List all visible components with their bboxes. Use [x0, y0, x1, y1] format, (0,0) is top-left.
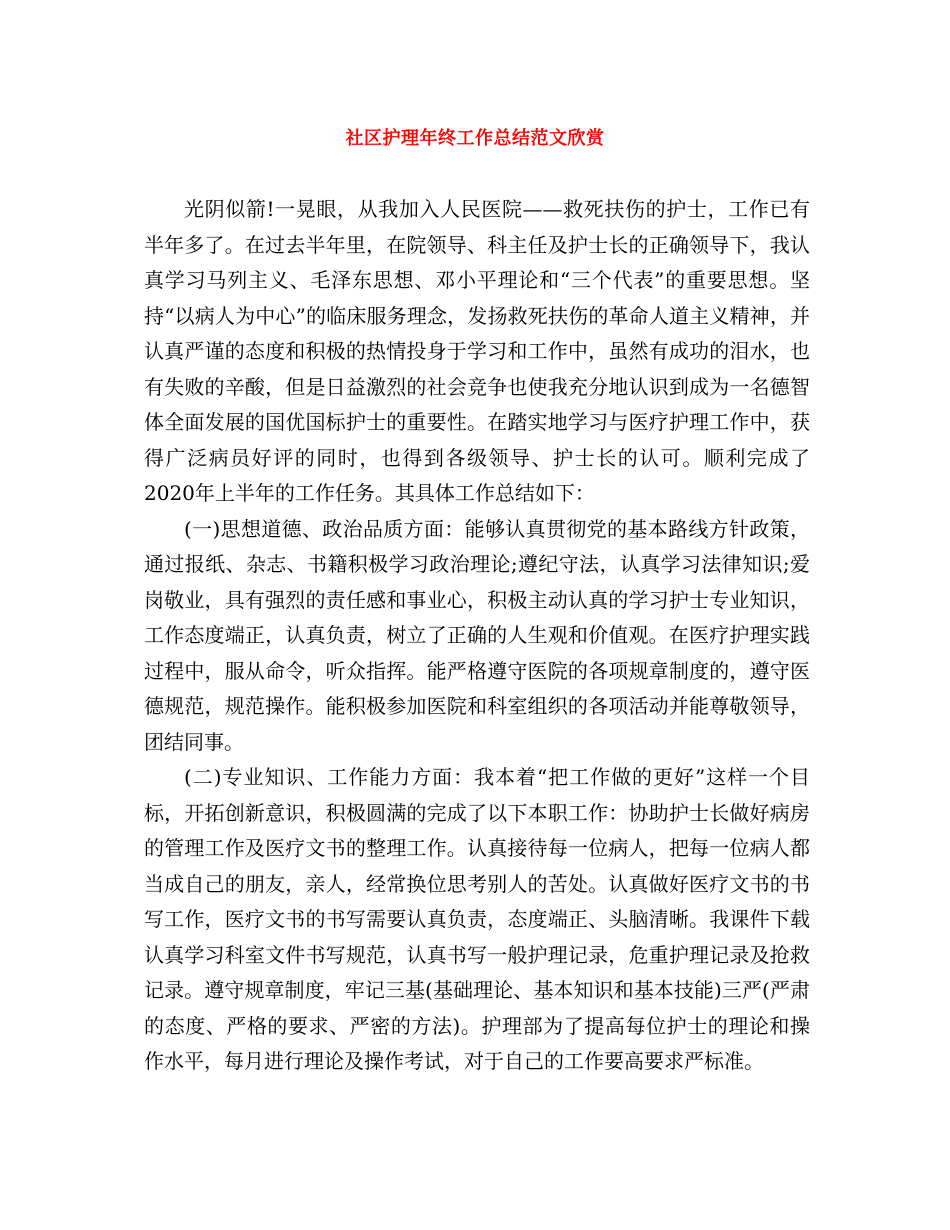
paragraph-professional: (二)专业知识、工作能力方面：我本着“把工作做的更好”这样一个目标，开拓创新意识，积极圆满的完成了以下本职工作：协助护士长做好病房的管理工作及医疗文书的整理工作。认真接待每一位病人，把每一位病人都当成自己的朋友，亲人，经常换位思考别人的苦处。认真做好医疗文书的书写工作，医疗文书的书写需要认真负责，态度端正、头脑清晰。我课件下载认真学习科室文件书写规范，认真书写一般护理记录，危重护理记录及抢救记录。遵守规章制度，牢记三基(基础理论、基本知识和基本技能)三严(严肃的态度、严格的要求、严密的方法)。护理部为了提高每位护士的理论和操作水平，每月进行理论及操作考试，对于自己的工作要高要求严标准。: [144, 765, 810, 1073]
paragraph-intro: 光阴似箭!一晃眼，从我加入人民医院——救死扶伤的护士，工作已有半年多了。在过去半年里，在院领导、科主任及护士长的正确领导下，我认真学习马列主义、毛泽东思想、邓小平理论和“三个代表”的重要思想。坚持“以病人为中心”的临床服务理念，发扬救死扶伤的革命人道主义精神，并认真严谨的态度和积极的热情投身于学习和工作中，虽然有成功的泪水，也有失败的辛酸，但是日益激烈的社会竞争也使我充分地认识到成为一名德智体全面发展的国优国标护士的重要性。在踏实地学习与医疗护理工作中，获得广泛病员好评的同时，也得到各级领导、护士长的认可。顺利完成了2020年上半年的工作任务。其具体工作总结如下：: [144, 197, 810, 505]
document-body: [144, 192, 810, 1080]
paragraph-ideology: (一)思想道德、政治品质方面：能够认真贯彻党的基本路线方针政策，通过报纸、杂志、书籍积极学习政治理论;遵纪守法，认真学习法律知识;爱岗敬业，具有强烈的责任感和事业心，积极主动认真的学习护士专业知识，工作态度端正，认真负责，树立了正确的人生观和价值观。在医疗护理实践过程中，服从命令，听众指挥。能严格遵守医院的各项规章制度的，遵守医德规范，规范操作。能积极参加医院和科室组织的各项活动并能尊敬领导，团结同事。: [144, 516, 810, 754]
document-title: 社区护理年终工作总结范文欣赏: [345, 128, 605, 149]
